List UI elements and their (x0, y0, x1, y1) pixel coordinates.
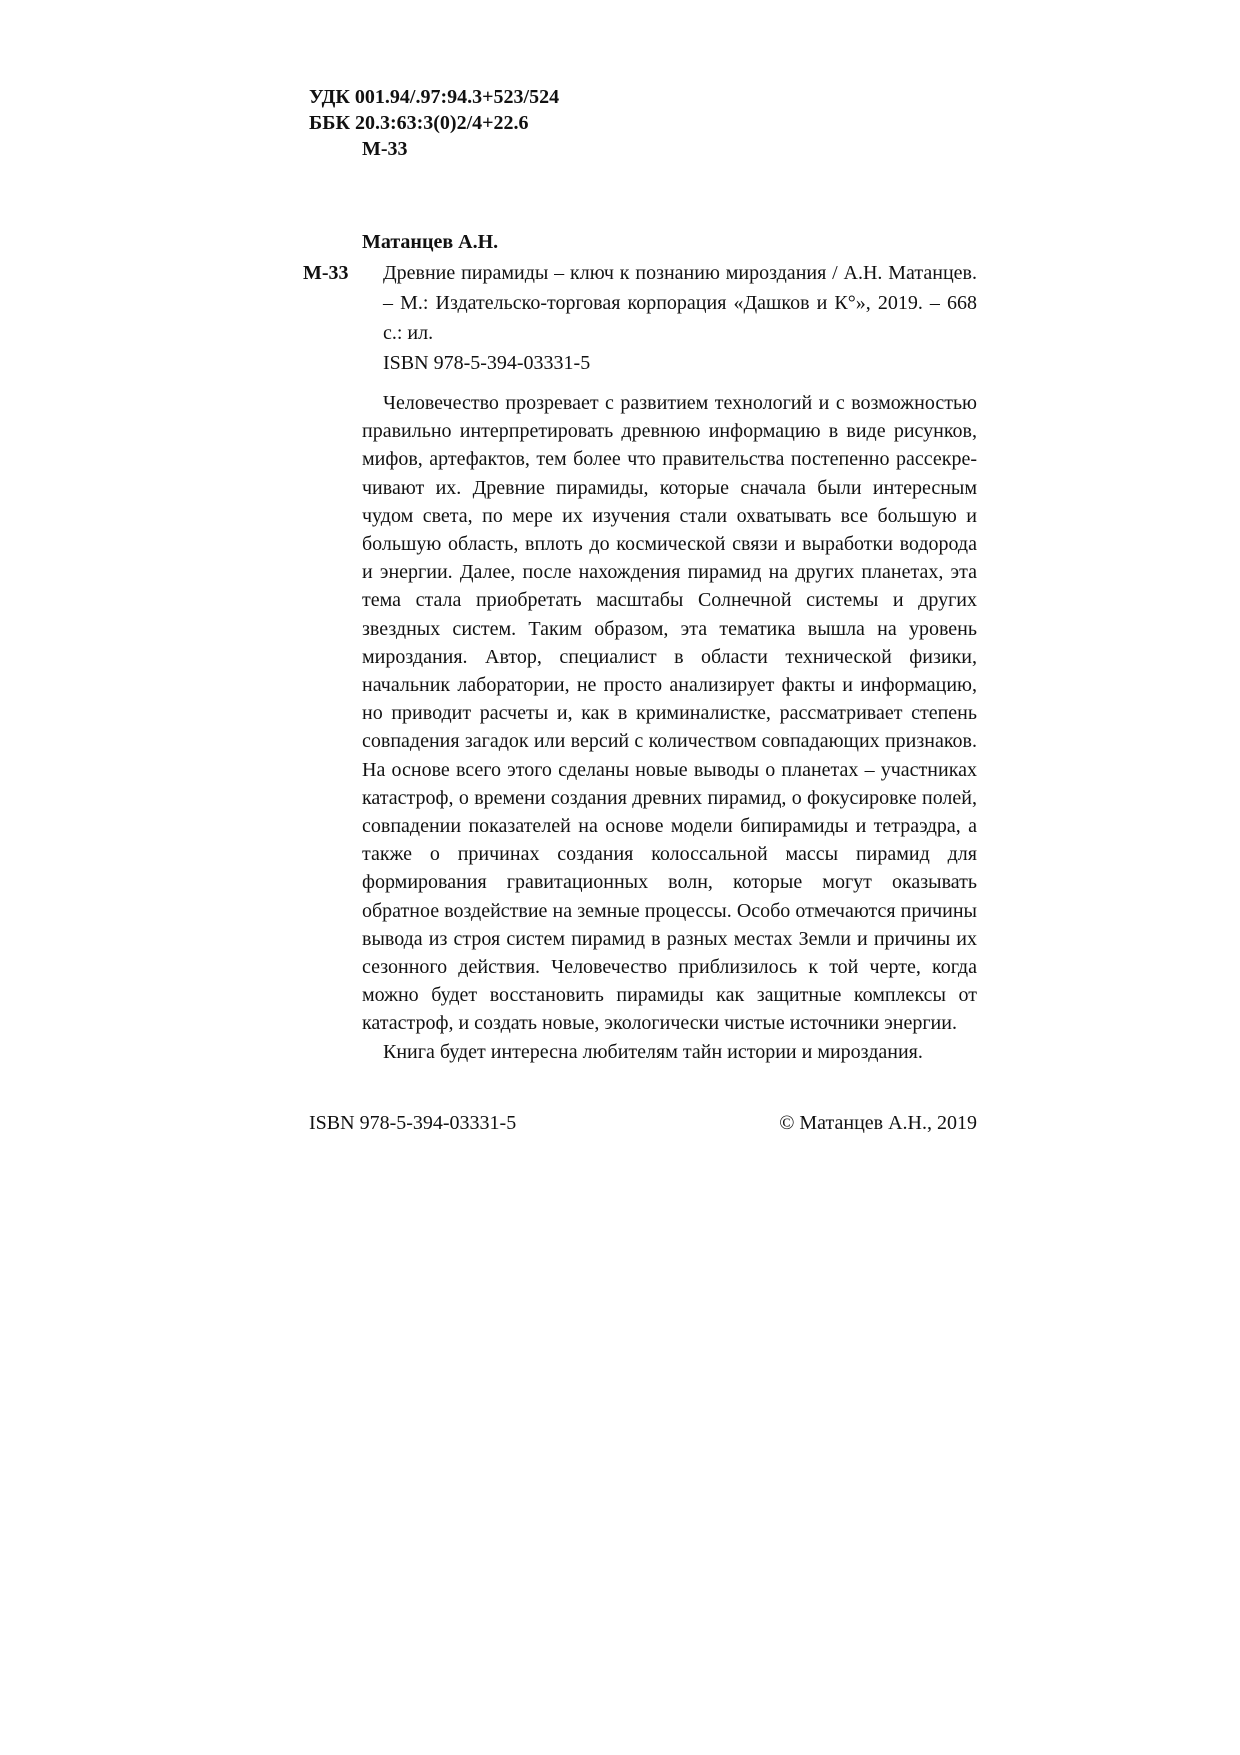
copyright-notice: © Матанцев А.Н., 2019 (779, 1112, 977, 1134)
footer-isbn: ISBN 978-5-394-03331-5 (309, 1112, 517, 1134)
bbk-code: ББК 20.3:63:3(0)2/4+22.6 (309, 112, 529, 134)
udk-code: УДК 001.94/.97:94.3+523/524 (309, 86, 560, 108)
classification-block (309, 84, 559, 162)
bibliographic-description: Древние пирамиды – ключ к познанию мироздания / А.Н. Матанцев. – М.: Издательско-торговая корпорация «Дашков и К°», 2019. – 668 с.: ил. (383, 262, 977, 344)
annotation (362, 389, 977, 1066)
author-mark-code: М-33 (362, 138, 408, 160)
annotation-paragraph-audience: Книга будет интересна любителям тайн истории и мироздания. (383, 1040, 923, 1063)
record-isbn: ISBN 978-5-394-03331-5 (383, 352, 591, 374)
annotation-paragraph: Человечество прозревает с развитием технологий и с возможностью правильно интерпретировать древнюю информацию в виде рисунков, мифов, артефактов, тем более что правительства постепенно рассекречивают их. Древние пирамиды, которые сначала были интересным чудом света, по мере их изучения стали охватывать все большую и большую область, вплоть до космической связи и выработки водорода и энергии. Далее, после нахождения пирамид на других планетах, эта тема стала приобретать масштабы Солнечной системы и других звездных систем. Таким образом, эта тематика вышла на уровень мироздания. Автор, специалист в области технической физики, начальник лаборатории, не просто анализирует факты и информацию, но приводит расчеты и, как в криминалистке, рассматривает степень совпадения загадок или версий с количеством совпадающих признаков. На основе всего этого сделаны новые выводы о планетах – участниках катастроф, о времени создания древних пирамид, о фокусировке полей, совпадении показателей на основе модели бипирамиды и тетраэдра, а также о причинах создания колоссальной массы пирамид для формирования гравитационных волн, которые могут оказывать обратное воздействие на земные процессы. Особо отмечаются причины вывода из строя систем пирамид в разных местах Земли и причины их сезонного действия. Человечество приблизилось к той черте, когда можно будет восстановить пирамиды как защитные комплексы от катастроф, и создать новые, экологически чистые источники энергии. (362, 392, 977, 1035)
author-heading: Матанцев А.Н. (362, 231, 499, 253)
author-mark-side: М-33 (303, 262, 349, 284)
